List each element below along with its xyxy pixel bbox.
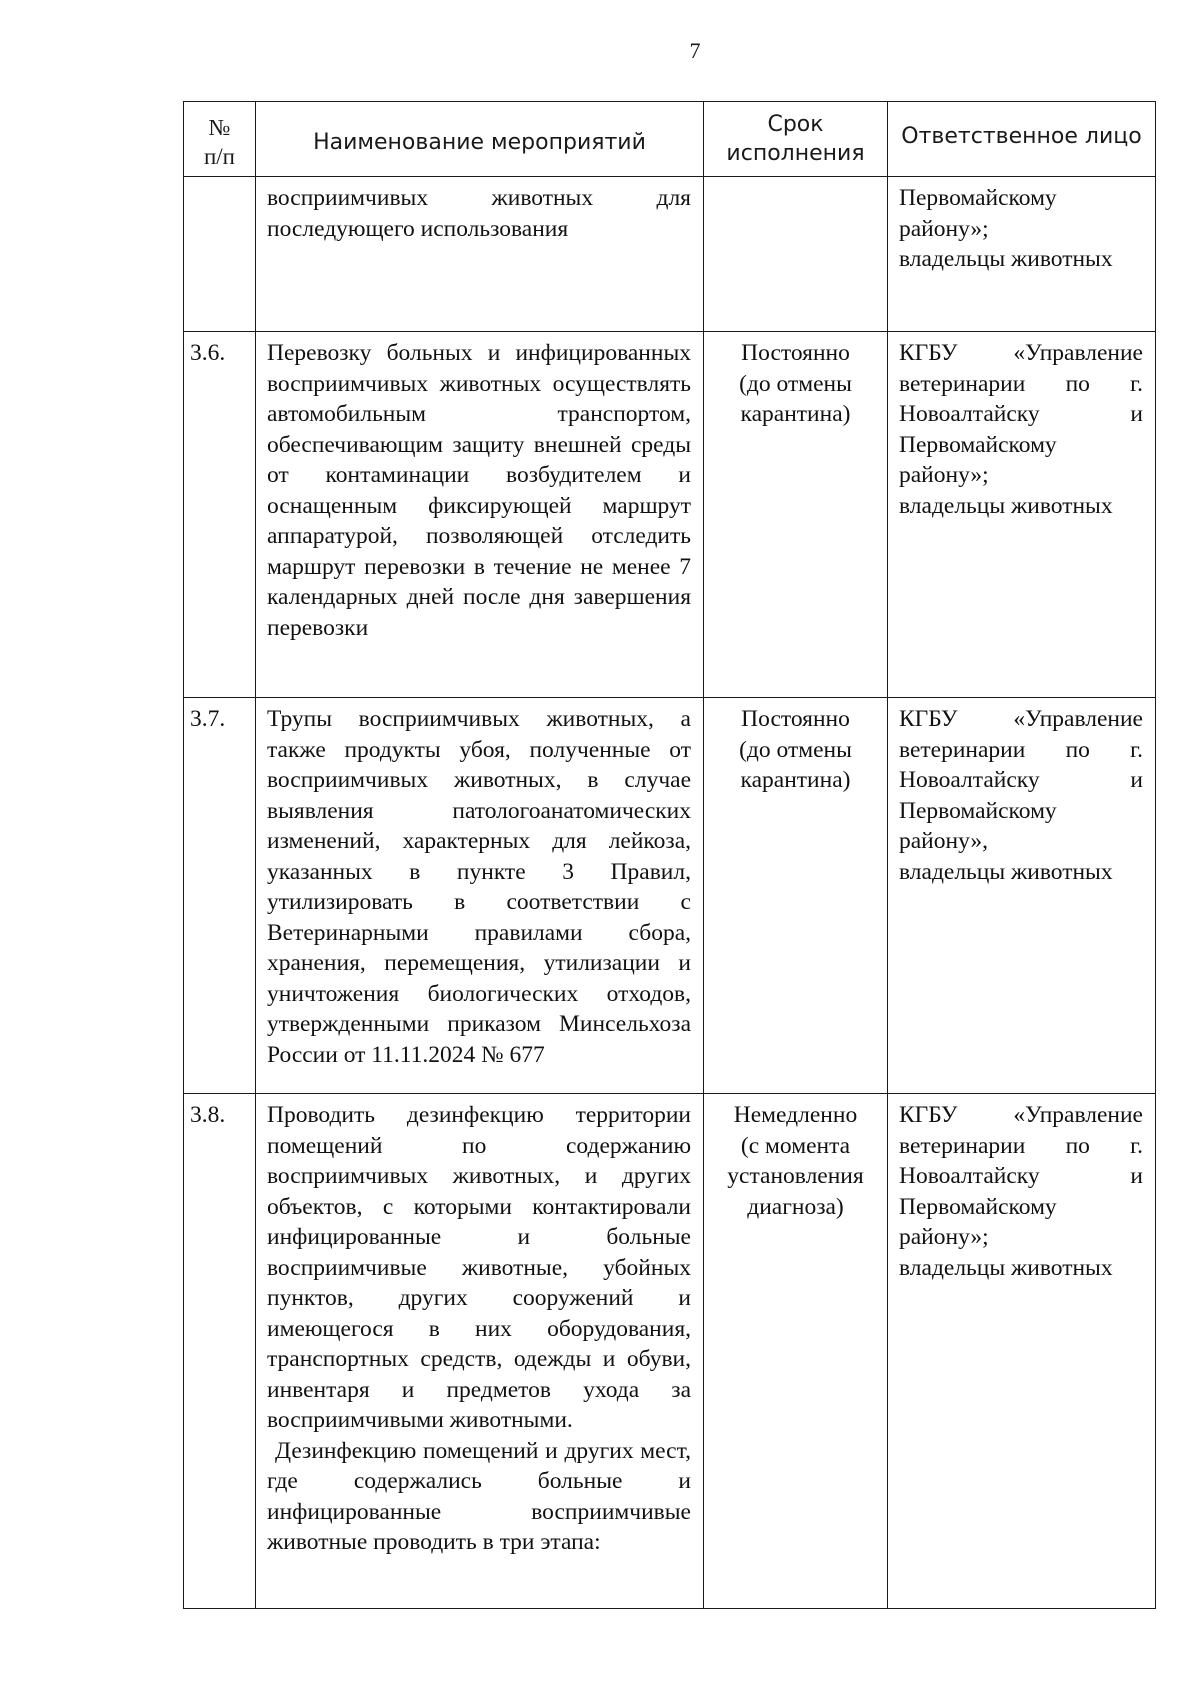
row-name — [256, 177, 703, 244]
cell-responsible — [888, 698, 1156, 1094]
row-term — [704, 177, 887, 183]
table-row — [184, 332, 1156, 698]
table-header-row — [184, 102, 1156, 177]
cell-responsible — [888, 1094, 1156, 1609]
table-row — [184, 1094, 1156, 1609]
header-responsible-label: Ответственное лицо — [901, 124, 1142, 149]
row-name-paragraph: Перевозку больных и инфицированных восприимчивых животных осуществлять автомобильным транспортом, обеспечивающим защиту внешней среды от контаминации возбудителем и оснащенным фиксирующей маршрут аппаратурой, позволяющей отследить маршрут перевозки в течение не менее 7 календарных дней после дня завершения перевозки — [267, 340, 691, 641]
header-responsible — [888, 102, 1156, 177]
table-row — [184, 177, 1156, 332]
row-number: 3.7. — [190, 706, 226, 732]
measures-table — [183, 101, 1156, 1609]
cell-name — [256, 177, 704, 332]
cell-responsible — [888, 332, 1156, 698]
header-number-label: № п/п — [203, 115, 235, 169]
cell-name — [256, 1094, 704, 1609]
cell-term — [704, 332, 888, 698]
cell-term — [704, 177, 888, 332]
row-responsible: КГБУ «Управление ветеринарии по г. Новоалтайску и Первомайскому району»; владельцы животных — [899, 340, 1143, 519]
cell-number — [184, 698, 256, 1094]
row-term: Немедленно (с момента установления диагноза) — [727, 1102, 864, 1220]
row-responsible: КГБУ «Управление ветеринарии по г. Новоалтайску и Первомайскому району»; владельцы животных — [899, 1102, 1143, 1281]
row-name-paragraph: Трупы восприимчивых животных, а также продукты убоя, полученные от восприимчивых животных, в случае выявления патологоанатомических изменений, характерных для лейкоза, указанных в пункте 3 Правил, утилизировать в соответствии с Ветеринарными правилами сбора, хранения, перемещения, утилизации и уничтожения биологических отходов, утвержденными приказом Минсельхоза России от 11.11.2024 № 677 — [267, 706, 691, 1068]
cell-number — [184, 332, 256, 698]
header-number — [184, 102, 256, 177]
cell-number — [184, 1094, 256, 1609]
header-name — [256, 102, 704, 177]
cell-responsible — [888, 177, 1156, 332]
header-name-label: Наименование мероприятий — [313, 130, 646, 155]
row-name — [256, 698, 703, 1070]
cell-number — [184, 177, 256, 332]
header-term-label: Срок исполнения — [726, 112, 865, 166]
row-name-paragraph: Проводить дезинфекцию территории помещений по содержанию восприимчивых животных, и других объектов, с которыми контактировали инфицированные и больные восприимчивые животные, убойных пунктов, других сооружений и имеющегося в них оборудования, транспортных средств, одежды и обуви, инвентаря и предметов ухода за восприимчивыми животными. — [267, 1102, 691, 1433]
cell-name — [256, 332, 704, 698]
row-number: 3.6. — [190, 340, 226, 366]
row-responsible: Первомайскому району»; владельцы животных — [899, 185, 1113, 272]
row-name-paragraph: восприимчивых животных для последующего использования — [267, 185, 691, 242]
row-number: 3.8. — [190, 1102, 226, 1128]
row-name-paragraph: Дезинфекцию помещений и других мест, где содержались больные и инфицированные восприимчивые животные проводить в три этапа: — [267, 1437, 691, 1555]
row-term: Постоянно (до отмены карантина) — [739, 340, 852, 427]
row-number — [184, 177, 255, 183]
cell-term — [704, 1094, 888, 1609]
header-term — [704, 102, 888, 177]
page-number: 7 — [689, 38, 701, 63]
cell-term — [704, 698, 888, 1094]
row-responsible: КГБУ «Управление ветеринарии по г. Новоалтайску и Первомайскому району», владельцы животных — [899, 706, 1143, 885]
row-name — [256, 332, 703, 643]
row-name — [256, 1094, 703, 1558]
row-term: Постоянно (до отмены карантина) — [739, 706, 852, 793]
table-row — [184, 698, 1156, 1094]
cell-name — [256, 698, 704, 1094]
